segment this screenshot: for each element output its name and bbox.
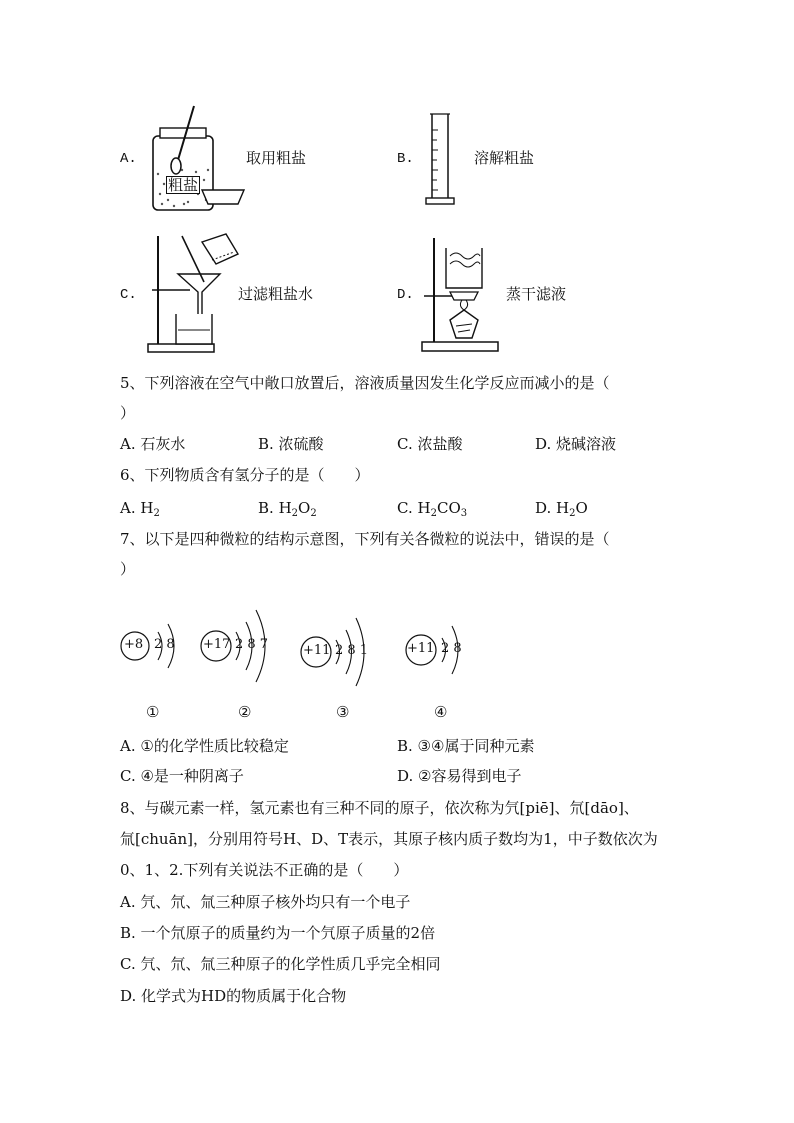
question-stem: 5、下列溶液在空气中敞口放置后，溶液质量因发生化学反应而减小的是（ — [120, 374, 610, 392]
option-caption: 取用粗盐 — [246, 149, 307, 167]
option-label: A. — [120, 151, 137, 167]
nucleus-charge: +11 — [303, 643, 331, 658]
question-stem-line-3: 0、1、2.下列有关说法不正确的是（ ） — [120, 861, 409, 879]
option-a — [120, 498, 160, 524]
option-b: B. ③④属于同种元素 — [397, 737, 535, 755]
question-stem-continued: ） — [120, 404, 136, 422]
electron-counts: 2 8 7 — [235, 637, 269, 652]
option-c: C. 氕、氘、氚三种原子的化学性质几乎完全相同 — [120, 955, 441, 973]
question-stem: 7、以下是四种微粒的结构示意图，下列有关各微粒的说法中，错误的是（ — [120, 530, 610, 548]
filtration-setup-figure — [146, 232, 246, 358]
formula-h2co3: $H_2CO_3$ — [417, 499, 468, 519]
formula-h2o: $H_2O$ — [556, 499, 588, 519]
option-c: C. ④是一种阴离子 — [120, 767, 244, 785]
option-d: D. ②容易得到电子 — [397, 767, 522, 785]
option-b — [258, 498, 317, 524]
question-stem-line-2: 氚[chuān]，分别用符号H、D、T表示，其原子核内质子数均为1，中子数依次为 — [120, 830, 658, 848]
nucleus-charge: +17 — [203, 637, 231, 652]
measuring-cylinder-figure — [422, 110, 472, 210]
question-stem-line-1: 8、与碳元素一样，氢元素也有三种不同的原子，依次称为氕[piē]、氘[dāo]、 — [120, 799, 639, 817]
formula-h2: $H_2$ — [140, 499, 160, 519]
option-label: D. — [397, 287, 414, 303]
particle-marker: ④ — [434, 703, 448, 721]
nucleus-charge: +8 — [124, 637, 144, 652]
option-label: D. — [535, 499, 552, 517]
option-caption: 溶解粗盐 — [474, 149, 535, 167]
electron-counts: 2 8 1 — [335, 643, 369, 658]
option-a: A. ①的化学性质比较稳定 — [120, 737, 289, 755]
option-d: D. 化学式为HD的物质属于化合物 — [120, 987, 347, 1005]
option-a: A. 氕、氘、氚三种原子核外均只有一个电子 — [120, 893, 411, 911]
particle-marker: ① — [146, 703, 160, 721]
option-label: B. — [258, 499, 274, 517]
option-label: B. — [397, 151, 414, 167]
nucleus-charge: +11 — [407, 641, 435, 656]
electron-counts: 2 8 — [154, 637, 175, 652]
question-stem: 6、下列物质含有氢分子的是（ ） — [120, 466, 370, 484]
option-label: A. — [120, 499, 136, 517]
option-d: D. 烧碱溶液 — [535, 435, 617, 453]
option-c — [397, 498, 467, 524]
option-a: A. 石灰水 — [120, 435, 186, 453]
formula-h2o2: $H_2O_2$ — [278, 499, 317, 519]
option-d — [535, 498, 588, 524]
option-b: B. 浓硫酸 — [258, 435, 324, 453]
option-label: C. — [120, 287, 137, 303]
option-b: B. 一个氘原子的质量约为一个氕原子质量的2倍 — [120, 924, 436, 942]
particle-marker: ② — [238, 703, 252, 721]
evaporation-setup-figure — [420, 234, 510, 358]
option-c: C. 浓盐酸 — [397, 435, 463, 453]
option-label: C. — [397, 499, 413, 517]
jar-label: 粗盐 — [168, 176, 199, 194]
electron-counts: 2 8 — [441, 641, 462, 656]
question-stem-continued: ） — [120, 560, 136, 578]
option-caption: 蒸干滤液 — [506, 285, 567, 303]
particle-marker: ③ — [336, 703, 350, 721]
option-caption: 过滤粗盐水 — [238, 285, 314, 303]
